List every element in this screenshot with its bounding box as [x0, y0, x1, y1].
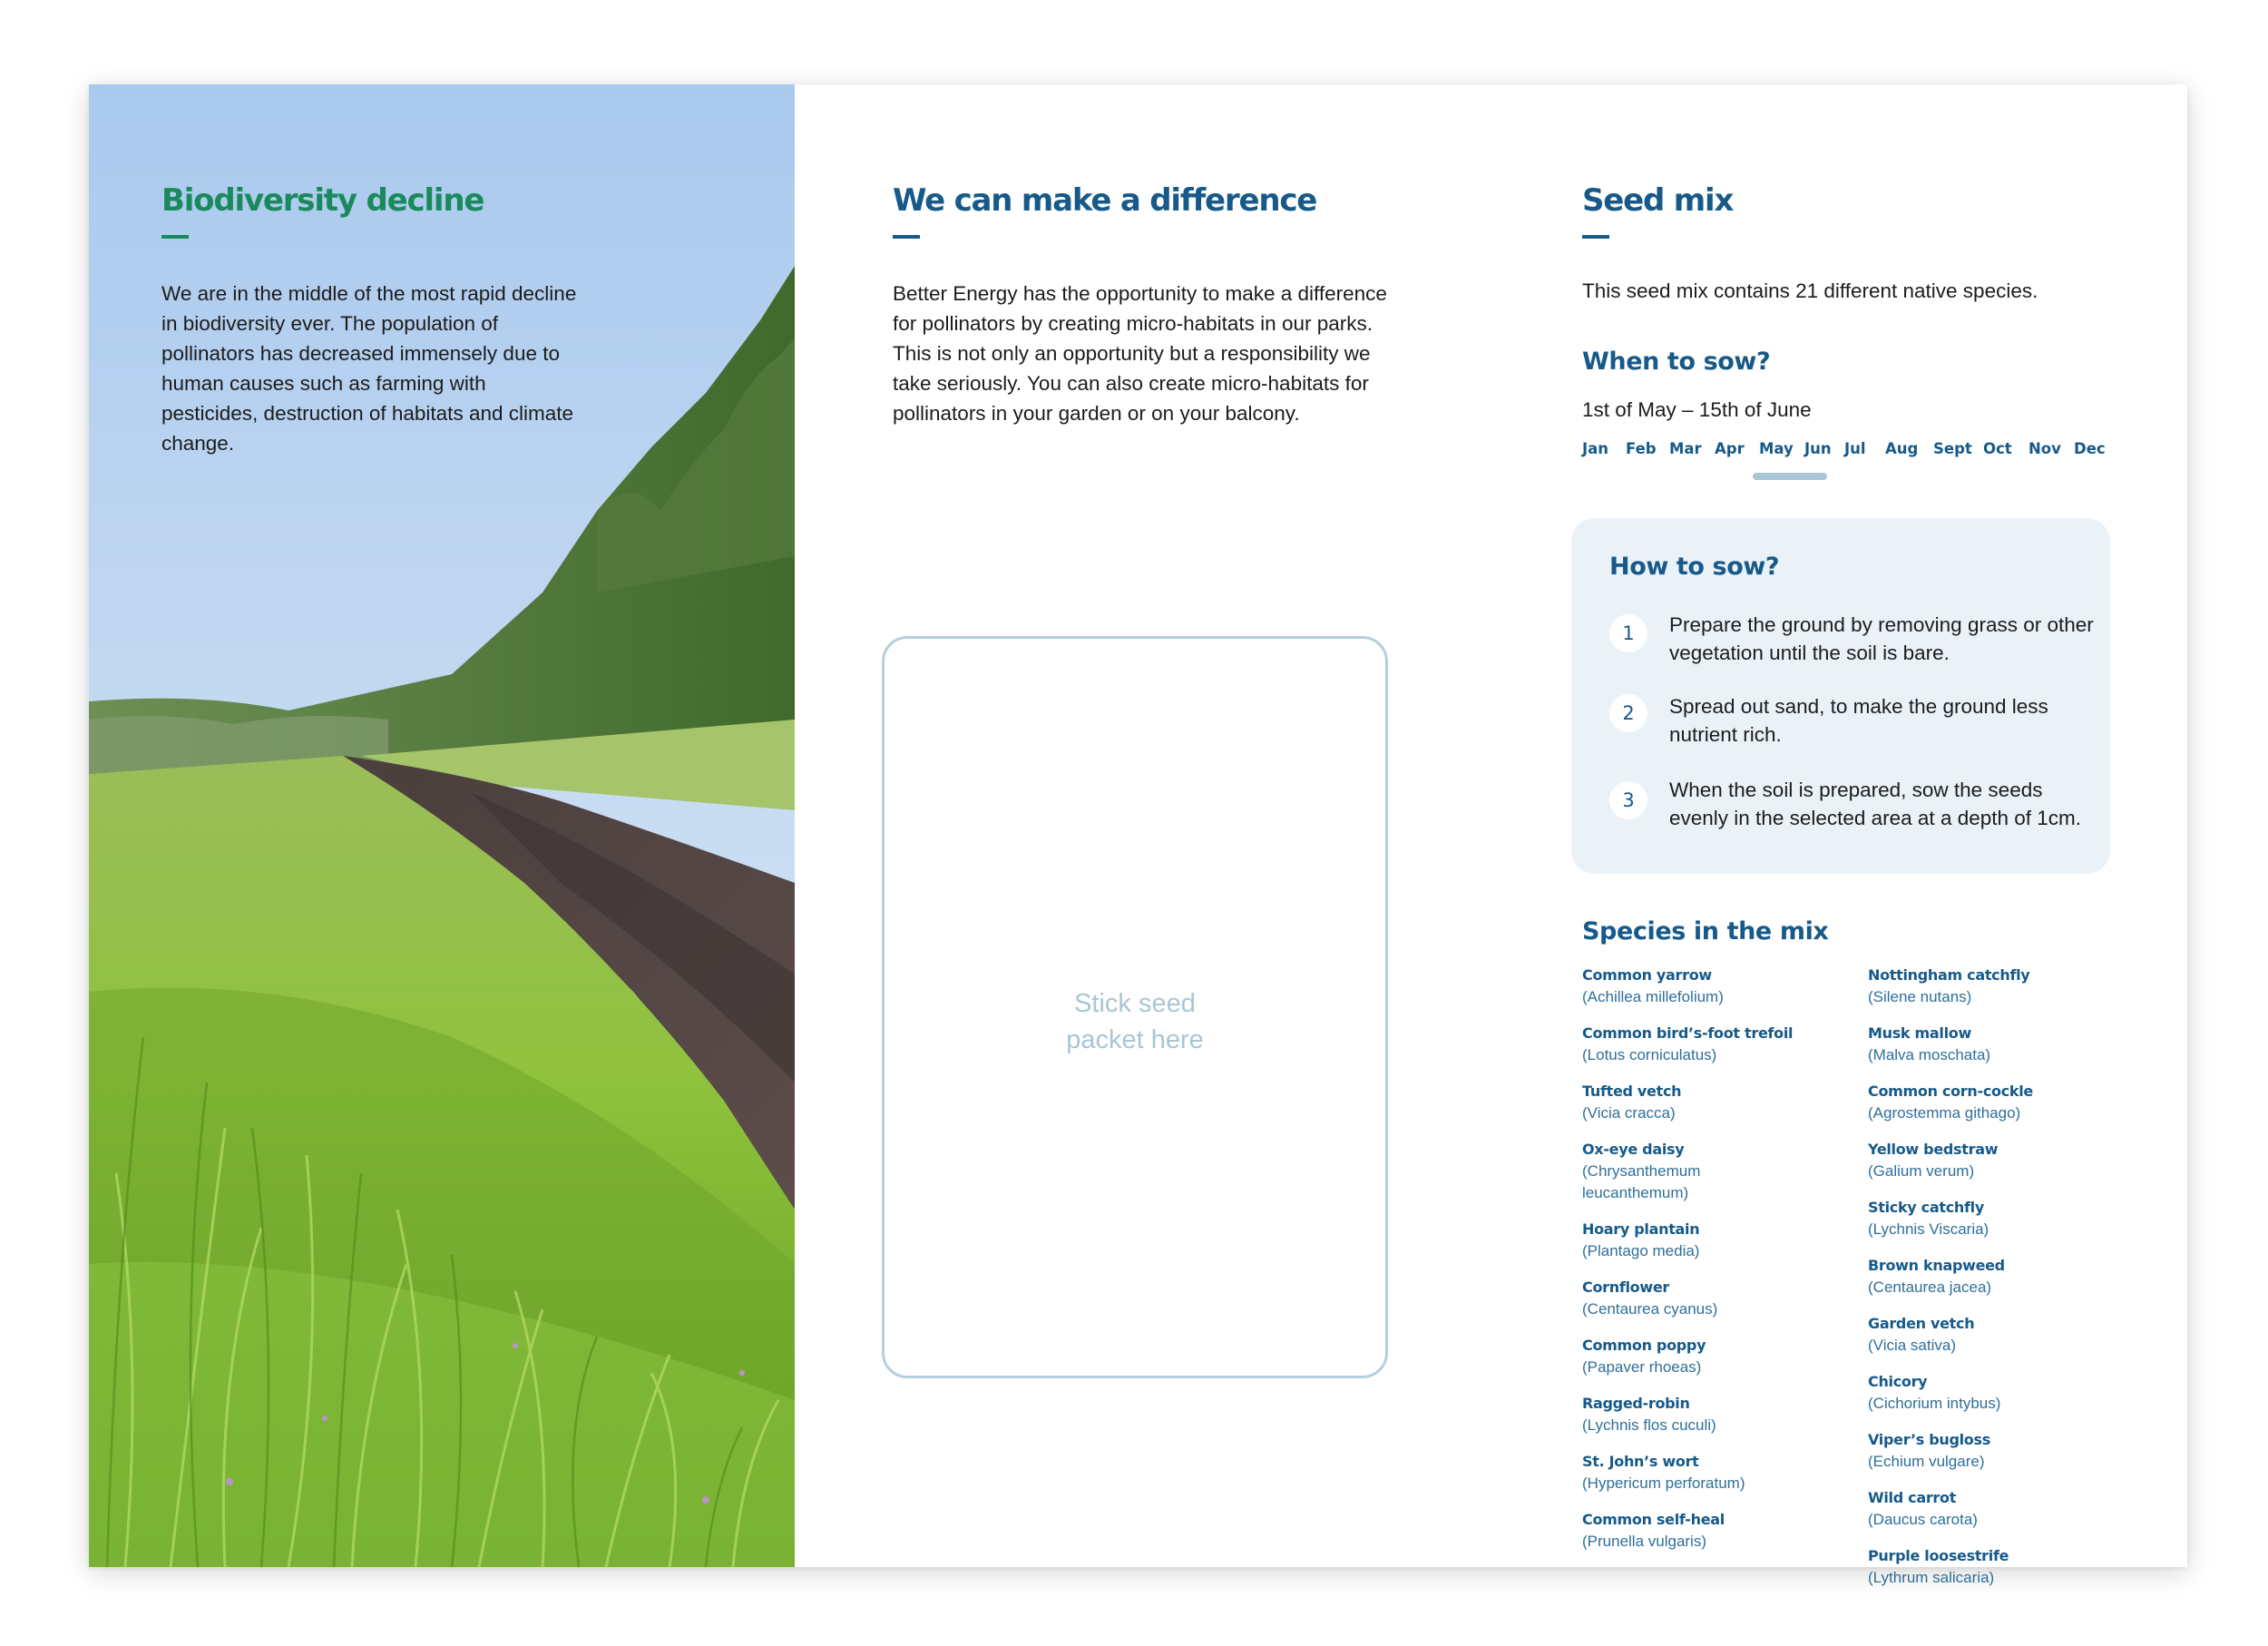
species-common-name: Common yarrow: [1582, 966, 1712, 984]
species-common-name: Purple loosestrife: [1868, 1547, 2009, 1564]
month-label: Nov: [2028, 440, 2061, 457]
month-label: May: [1759, 440, 1794, 457]
species-item: [1868, 1545, 2140, 1589]
species-common-name: Yellow bedstraw: [1868, 1141, 1999, 1158]
species-title: Species in the mix: [1582, 917, 1829, 945]
species-latin-name: (Silene nutans): [1868, 988, 1972, 1005]
packet-label-line1: Stick seed: [1074, 989, 1196, 1018]
species-latin-name: (Lotus corniculatus): [1582, 1046, 1717, 1063]
month-label: Jul: [1844, 440, 1866, 457]
species-latin-name: (Lychnis Viscaria): [1868, 1220, 1989, 1238]
brochure-spread: [89, 84, 2187, 1586]
species-common-name: Hoary plantain: [1582, 1220, 1700, 1238]
biodiversity-title: Biodiversity decline: [161, 182, 484, 219]
difference-title: We can make a difference: [893, 182, 1317, 219]
sowing-date-range: 1st of May – 15th of June: [1582, 398, 1812, 421]
month-label: Dec: [2074, 440, 2106, 457]
month-label: Aug: [1885, 440, 1919, 457]
species-common-name: Sticky catchfly: [1868, 1199, 1984, 1216]
month-label: Jan: [1582, 440, 1609, 457]
species-latin-name: (Centaurea cyanus): [1582, 1300, 1718, 1318]
species-item: [1868, 1429, 2140, 1473]
species-item: [1868, 1255, 2140, 1298]
species-latin-name: (Vicia sativa): [1868, 1337, 1956, 1354]
species-common-name: Ragged-robin: [1582, 1395, 1690, 1412]
month-label: Jun: [1804, 440, 1832, 457]
species-latin-name: (Centaurea jacea): [1868, 1279, 1992, 1296]
packet-label: [885, 985, 1385, 1058]
species-latin-name: (Daucus carota): [1868, 1511, 1978, 1528]
species-latin-name: (Chrysanthemum leucanthemum): [1582, 1162, 1701, 1201]
month-label: Oct: [1983, 440, 2012, 457]
species-common-name: Common bird’s-foot trefoil: [1582, 1024, 1794, 1042]
species-common-name: Brown knapweed: [1868, 1257, 2005, 1274]
step-number: 2: [1609, 694, 1647, 732]
species-item: [1582, 1219, 1854, 1262]
species-list-right: [1868, 965, 2140, 1603]
species-common-name: Common self-heal: [1582, 1511, 1725, 1528]
species-list-left: [1582, 965, 1854, 1567]
month-label: Sept: [1933, 440, 1972, 457]
species-item: [1582, 1023, 1854, 1066]
species-item: [1868, 1023, 2140, 1066]
species-item: [1868, 1487, 2140, 1531]
when-to-sow-title: When to sow?: [1582, 348, 1771, 376]
species-common-name: Nottingham catchfly: [1868, 966, 2030, 984]
species-common-name: St. John’s wort: [1582, 1453, 1699, 1470]
species-item: [1582, 1335, 1854, 1378]
species-item: [1868, 1139, 2140, 1182]
species-common-name: Common corn-cockle: [1868, 1083, 2033, 1100]
step-number: 1: [1609, 614, 1647, 652]
seed-mix-title: Seed mix: [1582, 182, 1734, 219]
seed-mix-intro: This seed mix contains 21 different native species.: [1582, 279, 2038, 302]
step-text: When the soil is prepared, sow the seeds evenly in the selected area at a depth of 1cm.: [1669, 779, 2082, 829]
field-photo: [89, 84, 795, 1567]
species-item: [1582, 1139, 1854, 1204]
species-item: [1868, 1081, 2140, 1124]
species-common-name: Chicory: [1868, 1373, 1928, 1390]
how-to-sow-title: How to sow?: [1609, 553, 1780, 581]
biodiversity-text: We are in the middle of the most rapid decline in biodiversity ever. The population of pollinators has decreased immensely due to human causes such as farming with pesticides, destruction of habitats and climate change.: [161, 282, 577, 455]
species-latin-name: (Papaver rhoeas): [1582, 1358, 1702, 1376]
species-item: [1582, 1393, 1854, 1436]
step-text: Spread out sand, to make the ground less nutrient rich.: [1669, 695, 2048, 746]
step-number: 3: [1609, 781, 1647, 819]
species-item: [1582, 965, 1854, 1008]
title-underline: [893, 235, 920, 239]
species-common-name: Garden vetch: [1868, 1315, 1975, 1332]
species-item: [1582, 1277, 1854, 1320]
species-common-name: Ox-eye daisy: [1582, 1141, 1685, 1158]
species-item: [1868, 965, 2140, 1008]
species-latin-name: (Vicia cracca): [1582, 1104, 1676, 1122]
species-common-name: Common poppy: [1582, 1337, 1706, 1354]
seed-packet-placeholder: [882, 636, 1388, 1378]
month-label: Apr: [1715, 440, 1745, 457]
species-latin-name: (Hypericum perforatum): [1582, 1475, 1745, 1492]
species-common-name: Wild carrot: [1868, 1489, 1957, 1506]
species-item: [1868, 1371, 2140, 1415]
species-latin-name: (Lythrum salicaria): [1868, 1569, 1995, 1586]
species-item: [1868, 1197, 2140, 1240]
species-latin-name: (Malva moschata): [1868, 1046, 1991, 1063]
month-label: Mar: [1669, 440, 1702, 457]
title-underline: [1582, 235, 1609, 239]
species-latin-name: (Plantago media): [1582, 1242, 1700, 1259]
species-item: [1582, 1451, 1854, 1494]
step-text: Prepare the ground by removing grass or other vegetation until the soil is bare.: [1669, 613, 2094, 664]
species-item: [1582, 1509, 1854, 1553]
species-common-name: Tufted vetch: [1582, 1083, 1682, 1100]
packet-label-line2: packet here: [1066, 1025, 1204, 1054]
difference-text: Better Energy has the opportunity to make a difference for pollinators by creating micro-habitats in our parks. This is not only an opportunity but a responsibility we take seriously. You can also create micro-habitats for pollinators in your garden or on your balcony.: [893, 282, 1387, 425]
species-latin-name: (Cichorium intybus): [1868, 1395, 2001, 1412]
title-underline: [161, 235, 189, 239]
month-calendar: [1582, 440, 2110, 457]
species-latin-name: (Prunella vulgaris): [1582, 1533, 1706, 1550]
species-common-name: Musk mallow: [1868, 1024, 1971, 1042]
month-label: Feb: [1626, 440, 1657, 457]
species-item: [1582, 1081, 1854, 1124]
species-latin-name: (Lychnis flos cuculi): [1582, 1416, 1716, 1434]
species-latin-name: (Galium verum): [1868, 1162, 1975, 1180]
sowing-period-bar: [1753, 473, 1827, 480]
species-latin-name: (Echium vulgare): [1868, 1453, 1985, 1470]
species-latin-name: (Agrostemma githago): [1868, 1104, 2021, 1122]
species-common-name: Viper’s bugloss: [1868, 1431, 1990, 1448]
species-common-name: Cornflower: [1582, 1279, 1669, 1296]
species-latin-name: (Achillea millefolium): [1582, 988, 1724, 1005]
species-item: [1868, 1313, 2140, 1357]
